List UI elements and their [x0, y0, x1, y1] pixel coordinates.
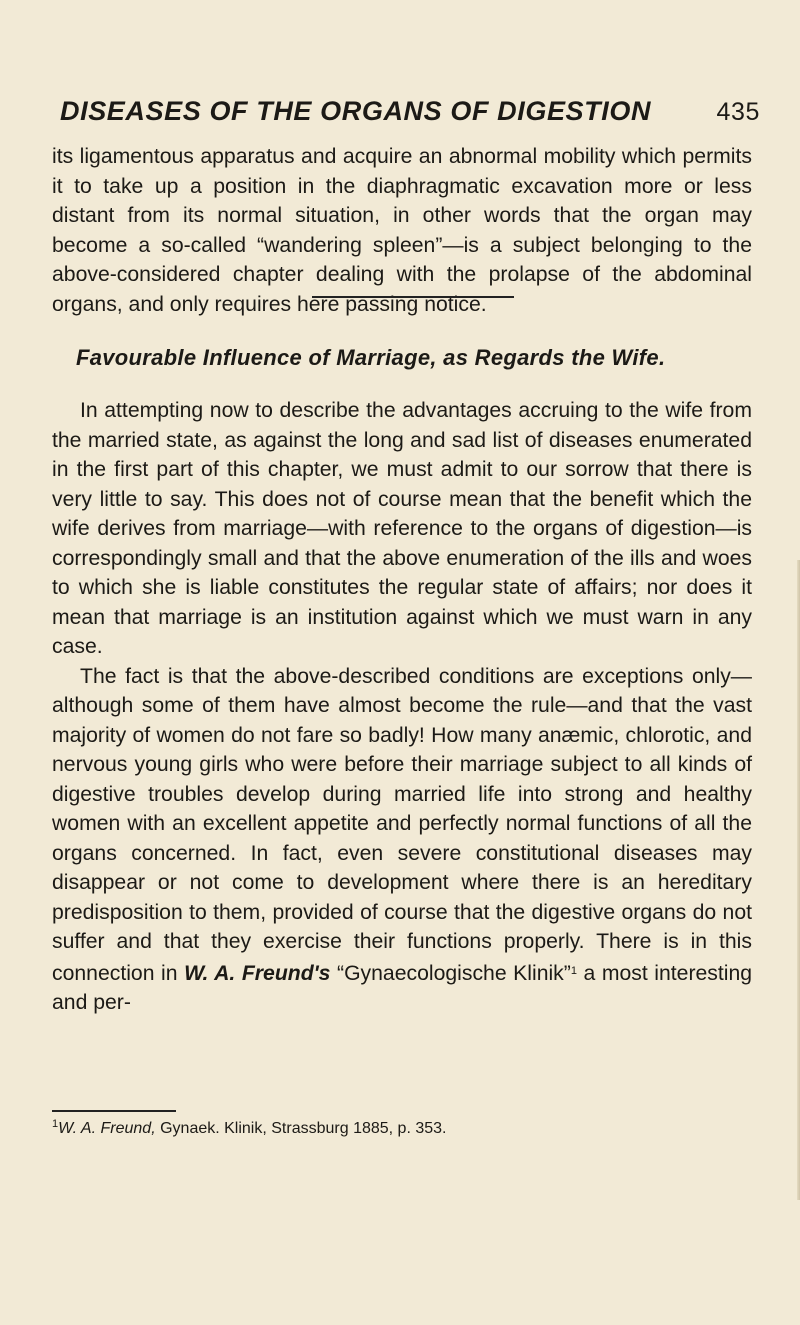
section-body: [52, 396, 752, 1018]
page-number: 435: [716, 98, 760, 126]
footnote-author: W. A. Freund,: [58, 1120, 156, 1137]
paragraph-3-tail: a most interesting and per-: [52, 961, 753, 1014]
paragraph-2: In attempting now to describe the advantages accruing to the wife from the married state, as against the long and sad list of diseases enumerated in the first part of this chapter, we must admit to our sorrow that there is very little to say. This does not of course mean that the benefit which the wife derives from marriage—with reference to the organs of digestion—is correspondingly small and that the above enumeration of the ills and woes to which she is liable constitutes the regular state of affairs; nor does it mean that marriage is an institution against which we must warn in any case.: [52, 399, 752, 658]
footnote: [52, 1112, 752, 1141]
section-divider: [312, 296, 514, 298]
section-title: Favourable Influence of Marriage, as Regards the Wife.: [76, 345, 666, 370]
footnote-text: Gynaek. Klinik, Strassburg 1885, p. 353.: [160, 1120, 447, 1137]
paragraph-continued: [52, 142, 752, 319]
footnote-reference[interactable]: 1: [570, 964, 577, 977]
header-title: DISEASES OF THE ORGANS OF DIGESTION: [60, 96, 652, 126]
book-page: [52, 0, 760, 1325]
paragraph-3-main: The fact is that the above-described conditions are exceptions only—although some of them have almost become the rule—and that the vast majority of women do not fare so badly! How many anæmic, chlorotic, and nervous young girls who were before their marriage subject to all kinds of digestive troubles develop during married life into strong and healthy women with an excellent appetite and perfectly normal functions of all the organs concerned. In fact, even severe constitutional diseases may disappear or not come to development where there is an hereditary predisposition to them, provided of course that the digestive organs do not suffer and that they exercise their functions properly. There is in this connection in: [52, 664, 752, 985]
footnote-mark: 1: [52, 1118, 59, 1130]
cited-work: “Gynaecologische Klinik”: [337, 961, 571, 985]
cited-author: W. A. Freund's: [184, 961, 331, 985]
paragraph-3: [52, 662, 752, 1018]
paragraph-1: its ligamentous apparatus and acquire an abnormal mobility which permits it to take up a position in the diaphragmatic excavation more or less distant from its normal situation, in other words that the organ may become a so-called “wandering spleen”—is a subject belonging to the above-considered chapter dealing with the prolapse of the abdominal organs, and only requires here passing notice.: [52, 145, 752, 316]
running-header: [60, 96, 760, 127]
